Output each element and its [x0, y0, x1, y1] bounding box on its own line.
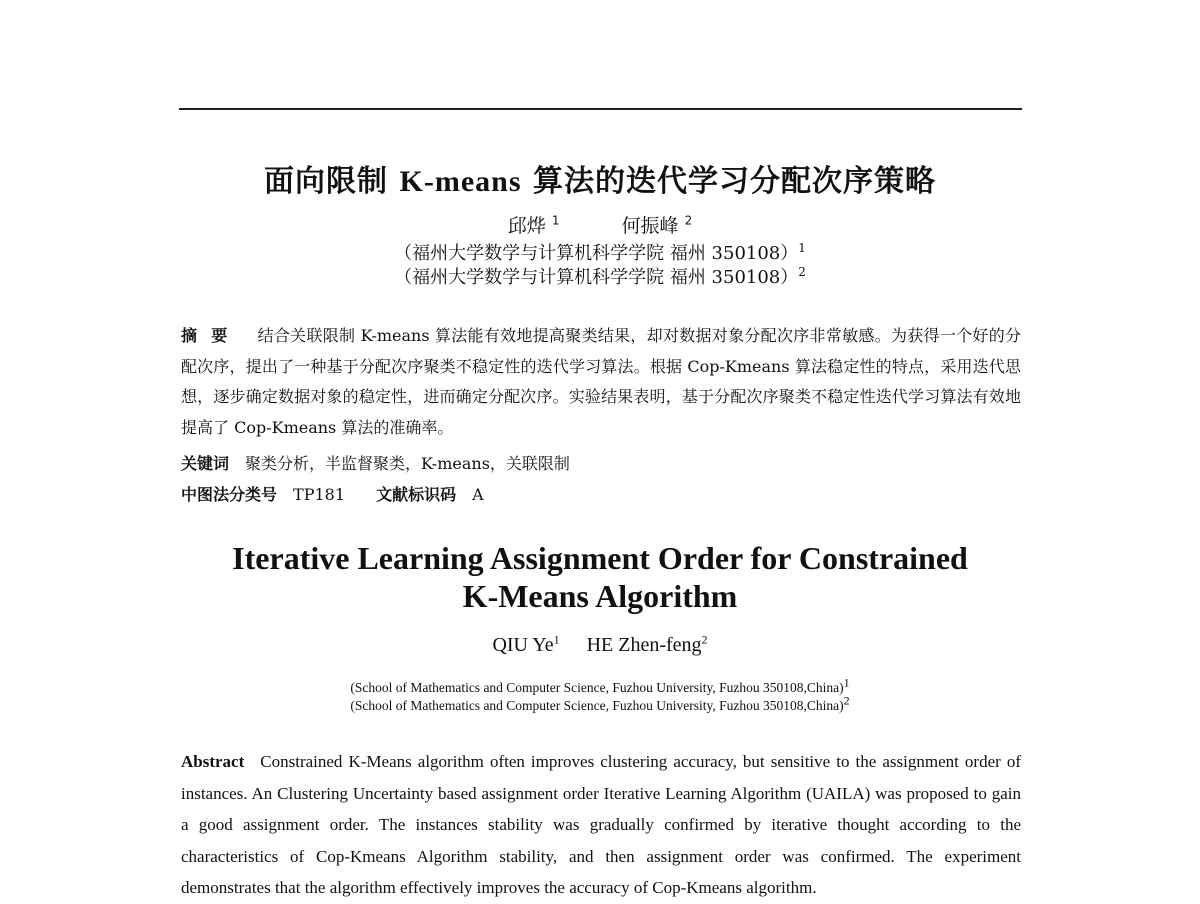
chinese-title-part3: 算法的迭代学习分配次序策略 — [521, 164, 936, 199]
chinese-title-part2: K-means — [399, 165, 522, 198]
header-rule — [179, 108, 1022, 110]
chinese-abstract-label: 摘要 — [181, 326, 242, 345]
english-affiliation-2: (School of Mathematics and Computer Science, Fuzhou University, Fuzhou 350108,China)$^2$ — [350, 693, 850, 713]
chinese-classification — [181, 482, 484, 505]
chinese-affiliation-2: （福州大学数学与计算机科学学院 福州 350108）$^2$ — [394, 265, 806, 288]
english-title-line-2: K-Means Algorithm — [462, 578, 738, 614]
author-1: 邱烨 $^1$ — [507, 213, 560, 237]
clc-label: 中图法分类号 — [181, 485, 278, 504]
english-abstract-text: Constrained K-Means algorithm often improves clustering accuracy, but sensitive to the assignment order of instances. An Clustering Uncertainty based assignment order Iterative Learning Algorithm (UAILA) was proposed to gain a good assignment order. The instances stability was gradually confirmed by iterative thought according to the characteristics of Cop-Kmeans Algorithm stability, and then assignment order was confirmed. The experiment demonstrates that the algorithm effectively improves the accuracy of Cop-Kmeans algorithm. — [181, 752, 1021, 897]
english-title — [0, 539, 1200, 615]
english-author-2: HE Zhen-feng$^2$ — [586, 632, 708, 656]
chinese-abstract-text: 结合关联限制 K-means 算法能有效地提高聚类结果，却对数据对象分配次序非常敏感。为获得一个好的分配次序，提出了一种基于分配次序聚类不稳定性的迭代学习算法。根据 Cop-Kmeans 算法稳定性的特点，采用迭代思想，逐步确定数据对象的稳定性，进而确定分配次序。实验结果表明，基于分配次序聚类不稳定性迭代学习算法有效地提高了 Cop-Kmeans 算法的准确率。 — [181, 326, 1021, 437]
author-2: 何振峰 $^2$ — [621, 213, 693, 237]
doc-code-value: A — [472, 485, 484, 504]
english-abstract — [181, 746, 1021, 904]
english-authors — [0, 634, 1200, 657]
english-title-line-1: Iterative Learning Assignment Order for Constrained — [232, 540, 968, 576]
chinese-affiliation-1: （福州大学数学与计算机科学学院 福州 350108）$^1$ — [394, 241, 806, 264]
keywords-label: 关键词 — [181, 454, 230, 473]
clc-value: TP181 — [293, 485, 345, 504]
english-affiliation-1: (School of Mathematics and Computer Science, Fuzhou University, Fuzhou 350108,China)$^1$ — [350, 675, 850, 695]
chinese-abstract — [181, 321, 1021, 443]
doc-code-label: 文献标识码 — [376, 485, 457, 504]
chinese-title — [0, 156, 1200, 200]
chinese-authors — [0, 211, 1200, 238]
chinese-title-part1: 面向限制 — [264, 164, 400, 199]
chinese-keywords — [181, 451, 570, 474]
english-abstract-label: Abstract — [181, 752, 245, 771]
keywords-text: 聚类分析，半监督聚类，K-means，关联限制 — [245, 454, 570, 473]
english-author-1: QIU Ye$^1$ — [492, 632, 560, 656]
